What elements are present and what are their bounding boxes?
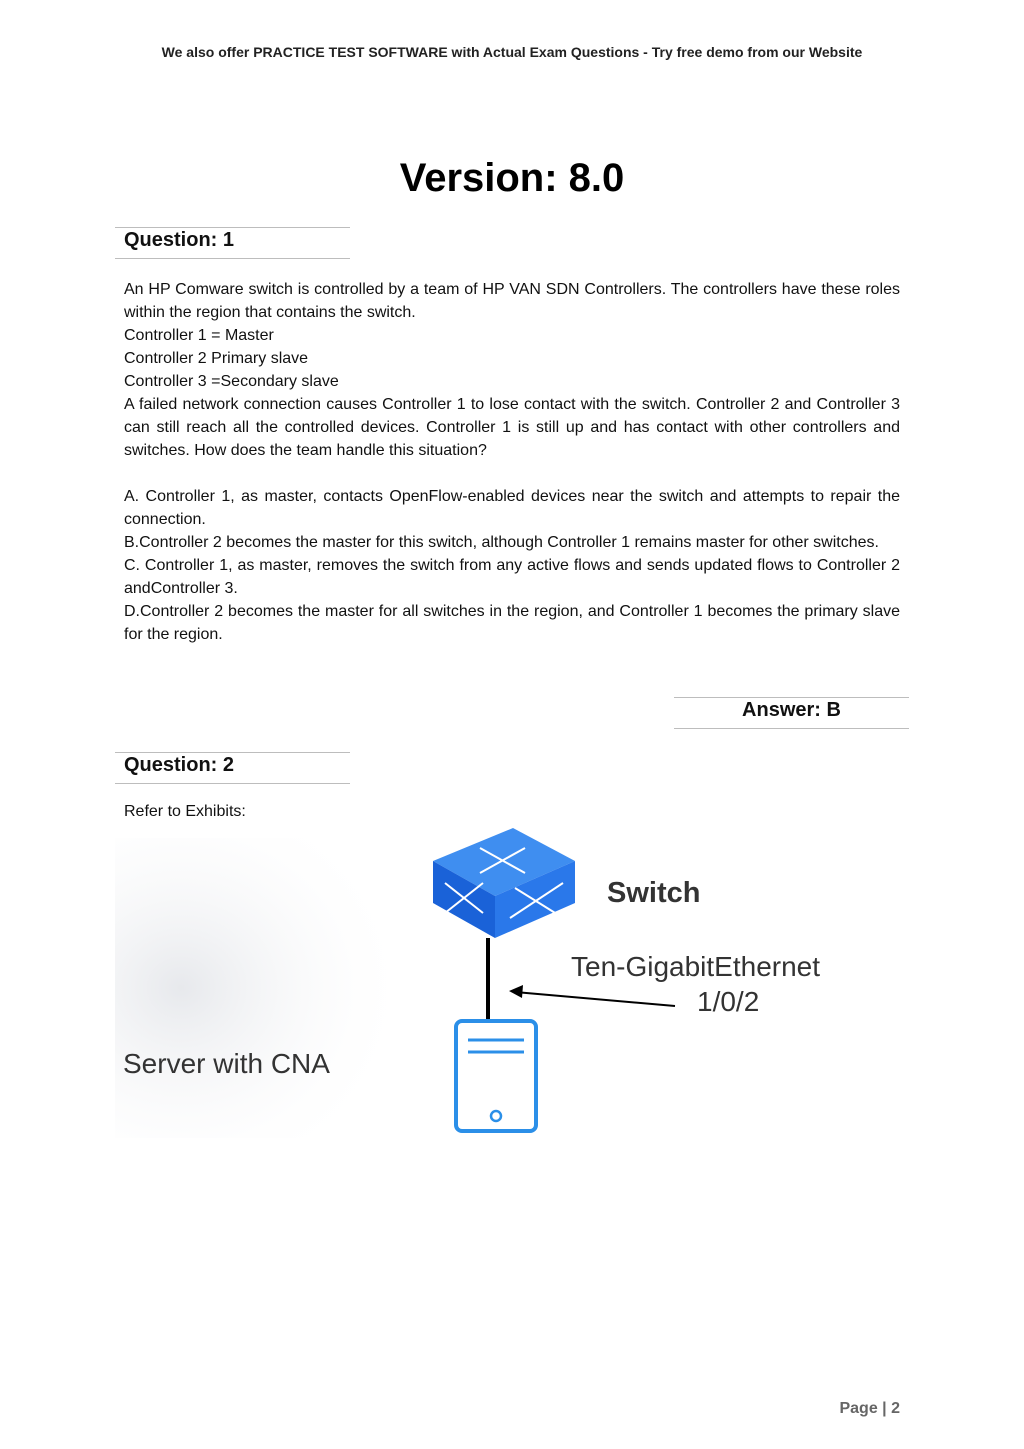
- question-2-heading: [115, 752, 350, 784]
- port-pointer-arrow: [515, 992, 675, 1006]
- controller-role-1: Controller 1 = Master: [124, 327, 274, 344]
- controller-role-2: Controller 2 Primary slave: [124, 350, 309, 367]
- option-b: B.Controller 2 becomes the master for this switch, although Controller 1 remains master for other switches.: [124, 534, 879, 551]
- option-a: A. Controller 1, as master, contacts OpenFlow-enabled devices near the switch and attempts to repair the connection.: [124, 488, 900, 528]
- version-title: Version: 8.0: [399, 156, 625, 200]
- question-2-label: Question: 2: [124, 754, 235, 776]
- question-1-body: [124, 278, 900, 646]
- server-label: Server with CNA: [123, 1048, 330, 1079]
- answer-box: [674, 697, 909, 729]
- background-haze: [115, 838, 445, 1138]
- port-label-number: 1/0/2: [697, 986, 760, 1017]
- switch-icon: [433, 828, 575, 938]
- question-1-heading: [115, 227, 350, 259]
- arrow-head-icon: [509, 985, 523, 998]
- controller-role-3: Controller 3 =Secondary slave: [124, 373, 339, 390]
- answer-label: Answer: B: [742, 699, 841, 721]
- promo-banner: We also offer PRACTICE TEST SOFTWARE with Actual Exam Questions - Try free demo from our Website: [161, 44, 863, 60]
- question-1-scenario: A failed network connection causes Controller 1 to lose contact with the switch. Controller 2 and Controller 3 can still reach all the controlled devices. Controller 1 is still up and has contact with other controllers and switches. How does the team handle this situation?: [124, 396, 900, 459]
- question-1-stem: An HP Comware switch is controlled by a team of HP VAN SDN Controllers. The controllers have these roles within the region that contains the switch.: [124, 281, 900, 321]
- switch-label: Switch: [607, 877, 701, 909]
- question-1-label: Question: 1: [124, 229, 235, 251]
- page-number: Page | 2: [839, 1400, 900, 1417]
- port-label-name: Ten-GigabitEthernet: [571, 951, 821, 982]
- option-d: D.Controller 2 becomes the master for all switches in the region, and Controller 1 becomes the primary slave for the region.: [124, 603, 900, 643]
- exhibit-diagram: [115, 828, 915, 1143]
- option-c: C. Controller 1, as master, removes the switch from any active flows and sends updated flows to Controller 2 andController 3.: [124, 557, 900, 597]
- server-icon: [456, 1021, 536, 1131]
- refer-exhibits-text: Refer to Exhibits:: [124, 803, 246, 820]
